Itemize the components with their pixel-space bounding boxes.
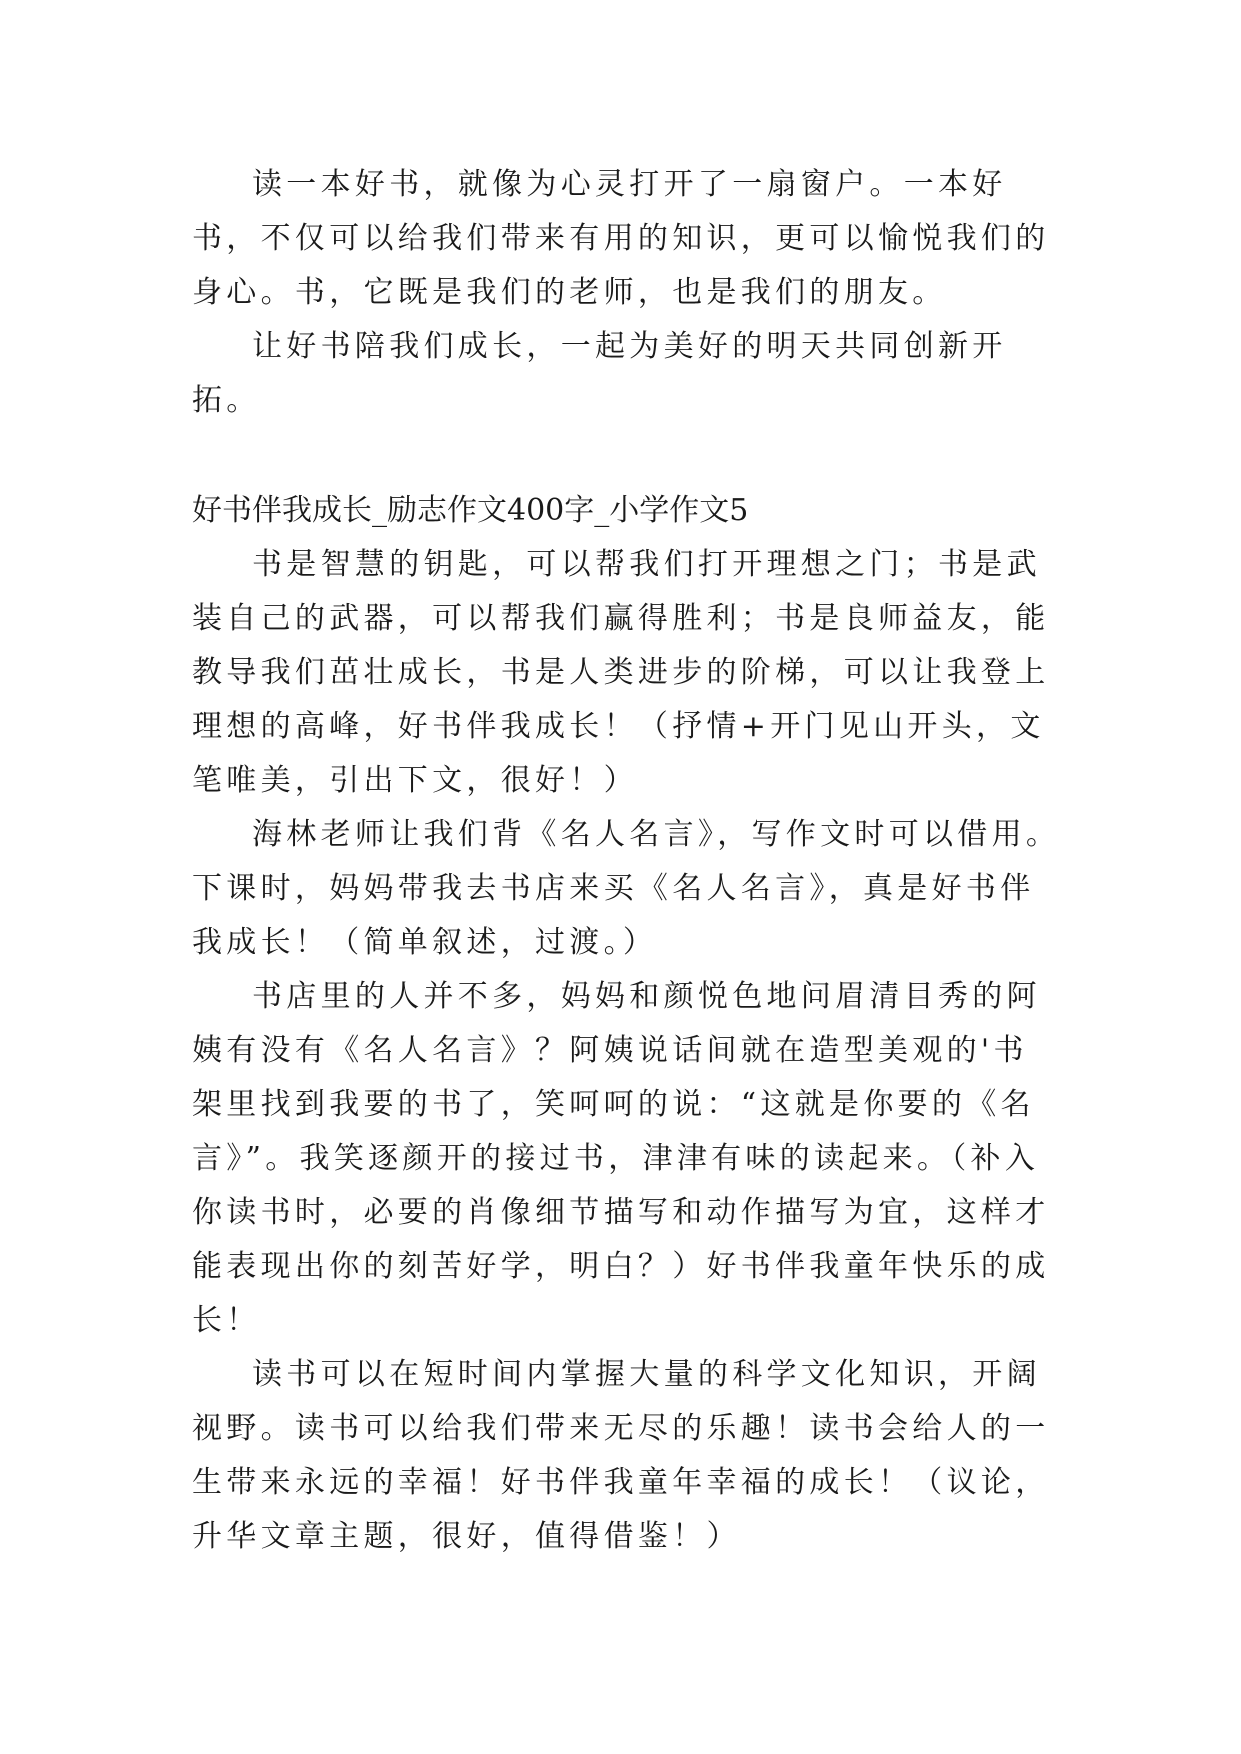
paragraph: 海林老师让我们背《名人名言》，写作文时可以借用。下课时，妈妈带我去书店来买《名人名言》，真是好书伴我成长！（简单叙述，过渡。） [192,817,1061,960]
paragraph: 书店里的人并不多，妈妈和颜悦色地问眉清目秀的阿姨有没有《名人名言》？阿姨说话间就在造型美观的'书架里找到我要的书了，笑呵呵的说：“这就是你要的《名言》”。我笑逐颜开的接过书，津津有味的读起来。（补入你读书时，必要的肖像细节描写和动作描写为宜，这样才能表现出你的刻苦好学，明白？）好书伴我童年快乐的成长！ [192,979,1050,1338]
paragraph: 让好书陪我们成长，一起为美好的明天共同创新开拓。 [192,329,1007,418]
paragraph: 书是智慧的钥匙，可以帮我们打开理想之门；书是武装自己的武器，可以帮我们赢得胜利；书是良师益友，能教导我们茁壮成长，书是人类进步的阶梯，可以让我登上理想的高峰，好书伴我成长！（抒情+开门见山开头，文笔唯美，引出下文，很好！） [192,547,1050,798]
paragraph: 读一本好书，就像为心灵打开了一扇窗户。一本好书，不仅可以给我们带来有用的知识，更可以愉悦我们的身心。书，它既是我们的老师，也是我们的朋友。 [192,167,1050,310]
section-spacer [192,428,1062,484]
paragraph: 读书可以在短时间内掌握大量的科学文化知识，开阔视野。读书可以给我们带来无尽的乐趣！读书会给人的一生带来永远的幸福！好书伴我童年幸福的成长！（议论，升华文章主题，很好，值得借鉴！） [192,1357,1050,1554]
document-page [192,158,1062,1564]
essay-title: 好书伴我成长_励志作文400字_小学作文5 [192,493,749,528]
